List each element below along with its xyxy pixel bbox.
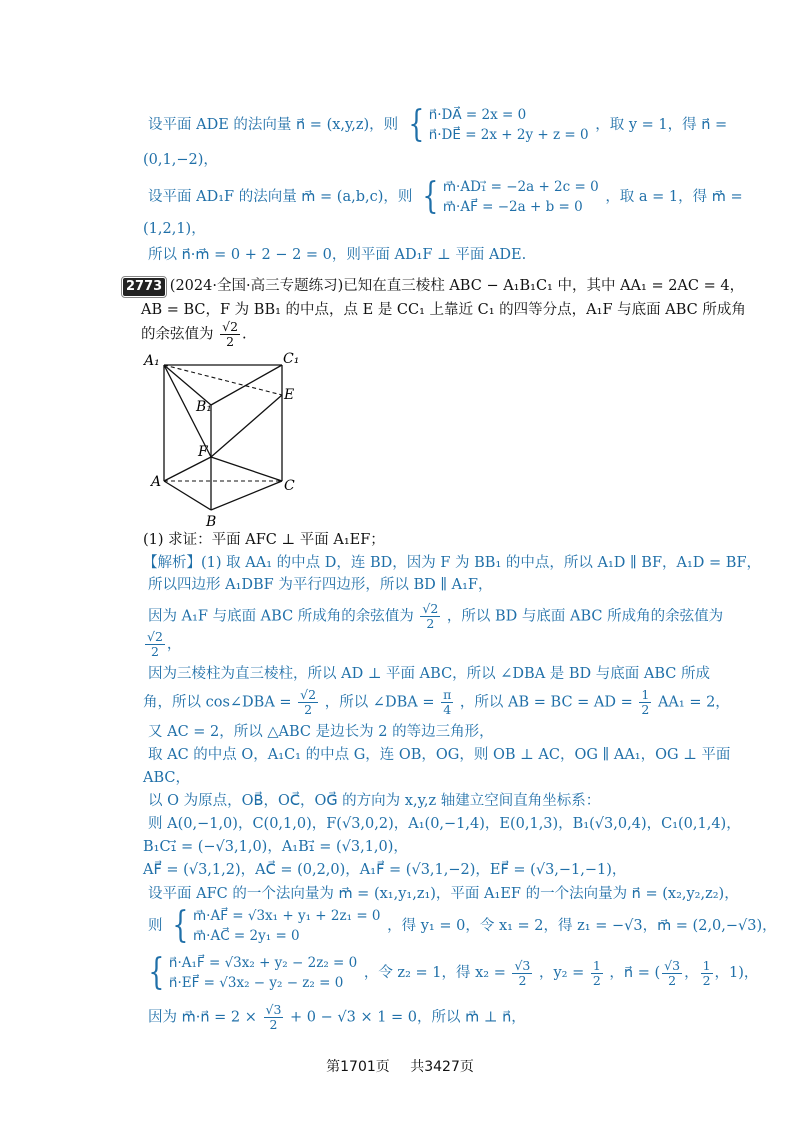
equation-system [145,953,357,993]
edge-AB [164,481,211,510]
brace: { [422,176,439,217]
text: ，令 z₂ = 1，得 x₂ = [363,965,506,981]
text: + 0 − √3 × 1 = 0，所以 m⃗ ⊥ n⃗， [290,1009,526,1026]
edge-BC [211,481,282,510]
text: ， [166,636,182,653]
equation-system [169,906,380,946]
text: AA₁ = 2， [657,694,730,711]
text: ，1)， [714,965,759,981]
segment-AF [164,457,211,481]
equation-row: m⃗·AF⃗ = √3x₁ + y₁ + 2z₁ = 0 [193,908,381,924]
solution-line16 [143,953,758,993]
brace: { [172,905,189,946]
text: ，y₂ = [538,965,585,981]
equation-row: m⃗·AF⃗ = −2a + b = 0 [442,199,583,215]
edge-B1C1 [211,365,282,405]
solution-line9: ABC， [143,770,190,786]
problem-line2: AB = BC，F 为 BB₁ 的中点，点 E 是 CC₁ 上靠近 C₁ 的四等分点，A₁F 与底面 ABC 所成角 [141,302,746,318]
sec1-line2: (0,1,−2)， [143,152,218,168]
text: (2024·全国·高三专题练习)已知在直三棱柱 ABC − A₁B₁C₁ 中，其中 AA₁ = 2AC = 4， [169,278,745,294]
solution-line8: 取 AC 的中点 O，A₁C₁ 的中点 G，连 OB，OG，则 OB ⊥ AC，OG ∥ AA₁，OG ⊥ 平面 [148,747,731,763]
text: 则 [148,918,163,934]
text: (1) 取 AA₁ 的中点 D，连 BD，因为 F 为 BB₁ 的中点，所以 A₁D ∥ BF，A₁D = BF， [201,555,762,571]
solution-line5: 因为三棱柱为直三棱柱，所以 AD ⊥ 平面 ABC，所以 ∠DBA 是 BD 与底面 ABC 所成 [148,666,710,682]
solution-line7: 又 AC = 2，所以 △ABC 是边长为 2 的等边三角形， [148,724,494,740]
sec1-line1 [148,105,727,145]
problem-number-badge: 2773 [123,278,165,296]
label-E: E [284,387,295,403]
label-B1: B₁ [196,399,212,415]
solution-line12: B₁C₁⃗ = (−√3,1,0)，A₁B₁⃗ = (√3,1,0)， [143,839,408,855]
text: 的余弦值为 [141,326,214,343]
fraction: $\frac{1}{2}$ [641,687,650,717]
sec1-line4: (1,2,1)， [143,221,206,237]
text: ，所以 BD 与底面 ABC 所成角的余弦值为 [446,608,724,625]
equation-system [419,177,599,217]
text: ，n⃗ = ( [609,965,661,981]
solution-line2: 所以四边形 A₁DBF 为平行四边形，所以 BD ∥ A₁F， [148,577,493,593]
solution-line6 [143,688,730,717]
label-B: B [206,514,217,530]
equation-row: n⃗·DA⃗ = 2x = 0 [428,107,527,123]
text: ，取 a = 1，得 m⃗ = [605,189,743,205]
label-C: C [284,478,295,494]
solution-line15 [148,906,777,946]
solution-line14: 设平面 AFC 的一个法向量为 m⃗ = (x₁,y₁,z₁)，平面 A₁EF 的一个法向量为 n⃗ = (x₂,y₂,z₂)， [148,886,739,902]
page-number: 第1701页 [326,1059,390,1075]
analysis-tag: 【解析】 [143,555,201,571]
text: ，所以 ∠DBA = [324,694,435,711]
fraction: $\frac{√3}{2}$ [514,957,531,988]
text: 因为 m⃗·n⃗ = 2 × [148,1009,257,1026]
fraction: $\frac{1}{2}$ [592,957,601,988]
problem-line1 [123,276,744,296]
fraction: $\frac{√2}{2}$ [222,319,239,349]
equation-row: n⃗·A₁F⃗ = √3x₂ + y₂ − 2z₂ = 0 [168,955,358,971]
fraction: $\frac{√3}{2}$ [664,957,681,988]
solution-line13: AF⃗ = (√3,1,2)，AC⃗ = (0,2,0)，A₁F⃗ = (√3,1,−2)，EF⃗ = (√3,−1,−1)， [143,862,627,878]
equation-system [405,105,589,145]
page-footer [0,1056,800,1076]
text: ， [684,965,699,981]
sec1-line5: 所以 n⃗·m⃗ = 0 + 2 − 2 = 0，则平面 AD₁F ⊥ 平面 ADE. [148,247,527,263]
text: 设平面 ADE 的法向量 n⃗ = (x,y,z)，则 [148,117,399,133]
segment-FC [211,457,282,481]
equation-row: m⃗·AC⃗ = 2y₁ = 0 [193,928,300,944]
text: ，得 y₁ = 0，令 x₁ = 2，得 z₁ = −√3，m⃗ = (2,0,−√3)， [387,918,777,934]
brace: { [408,104,425,145]
solution-line3 [148,602,723,631]
text: 因为 A₁F 与底面 ABC 所成角的余弦值为 [148,608,414,625]
fraction: $\frac{√2}{2}$ [300,687,317,717]
label-A: A [151,474,162,490]
sec1-line3 [148,177,743,217]
solution-line17 [148,1003,526,1032]
solution-line11: 则 A(0,−1,0)，C(0,1,0)，F(√3,0,2)，A₁(0,−1,4)，E(0,1,3)，B₁(√3,0,4)，C₁(0,1,4)， [148,816,741,832]
prism-figure [140,345,310,530]
text: ，取 y = 1，得 n⃗ = [595,117,728,133]
solution-line4 [143,630,181,659]
text: 设平面 AD₁F 的法向量 m⃗ = (a,b,c)，则 [148,189,413,205]
page-total: 共3427页 [410,1059,474,1075]
brace: { [148,952,165,993]
fraction: $\frac{√2}{2}$ [147,629,163,659]
equation-row: n⃗·EF⃗ = √3x₂ − y₂ − z₂ = 0 [168,975,344,991]
label-F: F [198,444,208,460]
solution-line1 [143,553,761,573]
fraction: $\frac{1}{2}$ [702,957,711,988]
label-C1: C₁ [283,351,300,367]
text: . [242,326,247,343]
solution-line10: 以 O 为原点，OB⃗，OC⃗，OG⃗ 的方向为 x,y,z 轴建立空间直角坐标系： [148,793,601,809]
label-A1: A₁ [144,353,160,369]
equation-row: n⃗·DE⃗ = 2x + 2y + z = 0 [428,127,589,143]
fraction: $\frac{√2}{2}$ [422,601,439,631]
fraction: $\frac{√3}{2}$ [265,1002,282,1032]
segment-FE [211,395,282,457]
text: ，所以 AB = BC = AD = [459,694,633,711]
fraction: $\frac{\pi}{4}$ [443,687,452,717]
equation-row: m⃗·AD₁⃗ = −2a + 2c = 0 [442,179,599,195]
question-1: (1) 求证：平面 AFC ⊥ 平面 A₁EF； [143,532,385,548]
text: 角，所以 cos∠DBA = [143,694,292,711]
